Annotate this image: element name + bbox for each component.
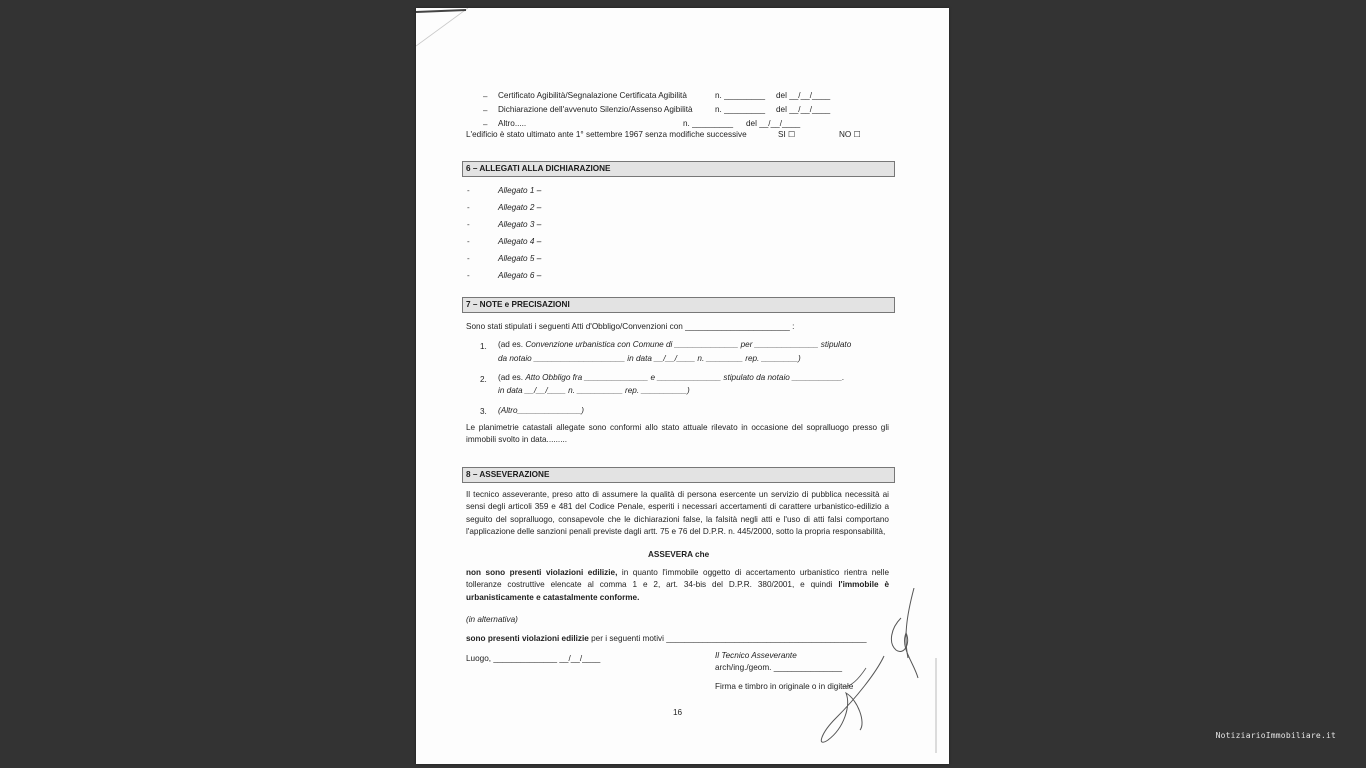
attachment-item: Allegato 6 –	[498, 271, 542, 280]
section-8-header	[462, 467, 895, 483]
list-dash: -	[467, 254, 470, 263]
si-checkbox-label: SI ☐	[778, 130, 796, 139]
section-7-header	[462, 297, 895, 313]
no-checkbox-label: NO ☐	[839, 130, 861, 139]
list-number: 2.	[480, 375, 487, 384]
technician-title: Il Tecnico Asseverante	[715, 651, 797, 660]
item-date: del __/__/____	[746, 119, 801, 128]
alternative-label: (in alternativa)	[466, 615, 518, 624]
attachment-item: Allegato 1 –	[498, 186, 542, 195]
page-number: 16	[673, 708, 683, 717]
list-dash: –	[483, 106, 488, 115]
list-dash: -	[467, 220, 470, 229]
obligation-line-1: (ad es. Atto Obbligo fra ______________ e ______________ stipulato da notaio ___________.	[498, 373, 845, 382]
convention-line-1: (ad es. Convenzione urbanistica con Comune di ______________ per ______________ stipulato	[498, 340, 852, 349]
cadastral-statement: Le planimetrie catastali allegate sono conformi allo stato attuale rilevato in occasione del sopralluogo presso gli immobili svolto in data.........	[466, 423, 889, 445]
asseverazione-body: Il tecnico asseverante, preso atto di assumere la qualità di persona esercente un servizio di pubblica necessità ai sensi degli articoli 359 e 481 del Codice Penale, esperiti i necessari accertamenti di carattere urbanistico-edilizio a seguito del sopralluogo, consapevole che le dichiarazioni false, la falsità negli atti e l'uso di atti falsi comportano l'applicazione delle sanzioni penali previste dagli artt. 75 e 76 del D.P.R. n. 445/2000, sotto la propria responsabilità,	[466, 490, 889, 537]
other-item: (Altro______________)	[498, 406, 585, 415]
attachment-item: Allegato 3 –	[498, 220, 542, 229]
convention-line-2: da notaio ____________________ in data __/__/____ n. ________ rep. ________)	[498, 354, 801, 363]
item-label: Altro.....	[498, 119, 527, 128]
assevera-heading: ASSEVERA che	[648, 550, 710, 559]
no-violations-paragraph: non sono presenti violazioni edilizie, in quanto l'immobile oggetto di accertamento urbanistico rientra nelle tolleranze costruttive elencate al comma 1 e 2, art. 34-bis del D.P.R. 380/2001, e quindi l'immobile è urbanisticamente e catastalmente conforme.	[466, 568, 890, 602]
item-number: n. _________	[683, 119, 734, 128]
signature-caption: Firma e timbro in originale o in digitale	[715, 682, 854, 691]
place-date-field: Luogo, ______________ __/__/____	[466, 654, 601, 663]
item-date: del __/__/____	[776, 91, 831, 100]
section-6-header	[462, 161, 895, 177]
list-dash: -	[467, 186, 470, 195]
item-label: Certificato Agibilità/Segnalazione Certificata Agibilità	[498, 91, 687, 100]
site-watermark: NotiziarioImmobiliare.it	[1215, 731, 1336, 740]
list-dash: –	[483, 120, 488, 129]
list-dash: -	[467, 203, 470, 212]
item-date: del __/__/____	[776, 105, 831, 114]
section-7-title: 7 – NOTE e PRECISAZIONI	[466, 300, 570, 309]
list-dash: -	[467, 271, 470, 280]
section-8-title: 8 – ASSEVERAZIONE	[466, 470, 550, 479]
violations-line: sono presenti violazioni edilizie per i seguenti motivi ____________________________________________	[466, 634, 867, 643]
attachment-item: Allegato 2 –	[498, 203, 542, 212]
item-number: n. _________	[715, 91, 766, 100]
obligations-intro: Sono stati stipulati i seguenti Atti d'Obbligo/Convenzioni con _______________________ :	[466, 322, 795, 331]
attachment-item: Allegato 5 –	[498, 254, 542, 263]
list-number: 3.	[480, 407, 487, 416]
list-dash: -	[467, 237, 470, 246]
item-label: Dichiarazione dell'avvenuto Silenzio/Assenso Agibilità	[498, 105, 693, 114]
item-number: n. _________	[715, 105, 766, 114]
document-page	[416, 8, 949, 764]
obligation-line-2: in data __/__/____ n. __________ rep. __________)	[498, 386, 690, 395]
technician-role: arch/ing./geom. _______________	[715, 663, 843, 672]
list-dash: –	[483, 92, 488, 101]
list-number: 1.	[480, 342, 487, 351]
pre-1967-statement: L'edificio è stato ultimato ante 1° settembre 1967 senza modifiche successive	[466, 130, 747, 139]
attachment-item: Allegato 4 –	[498, 237, 542, 246]
handwritten-signature	[796, 588, 946, 758]
section-6-title: 6 – ALLEGATI ALLA DICHIARAZIONE	[466, 164, 611, 173]
